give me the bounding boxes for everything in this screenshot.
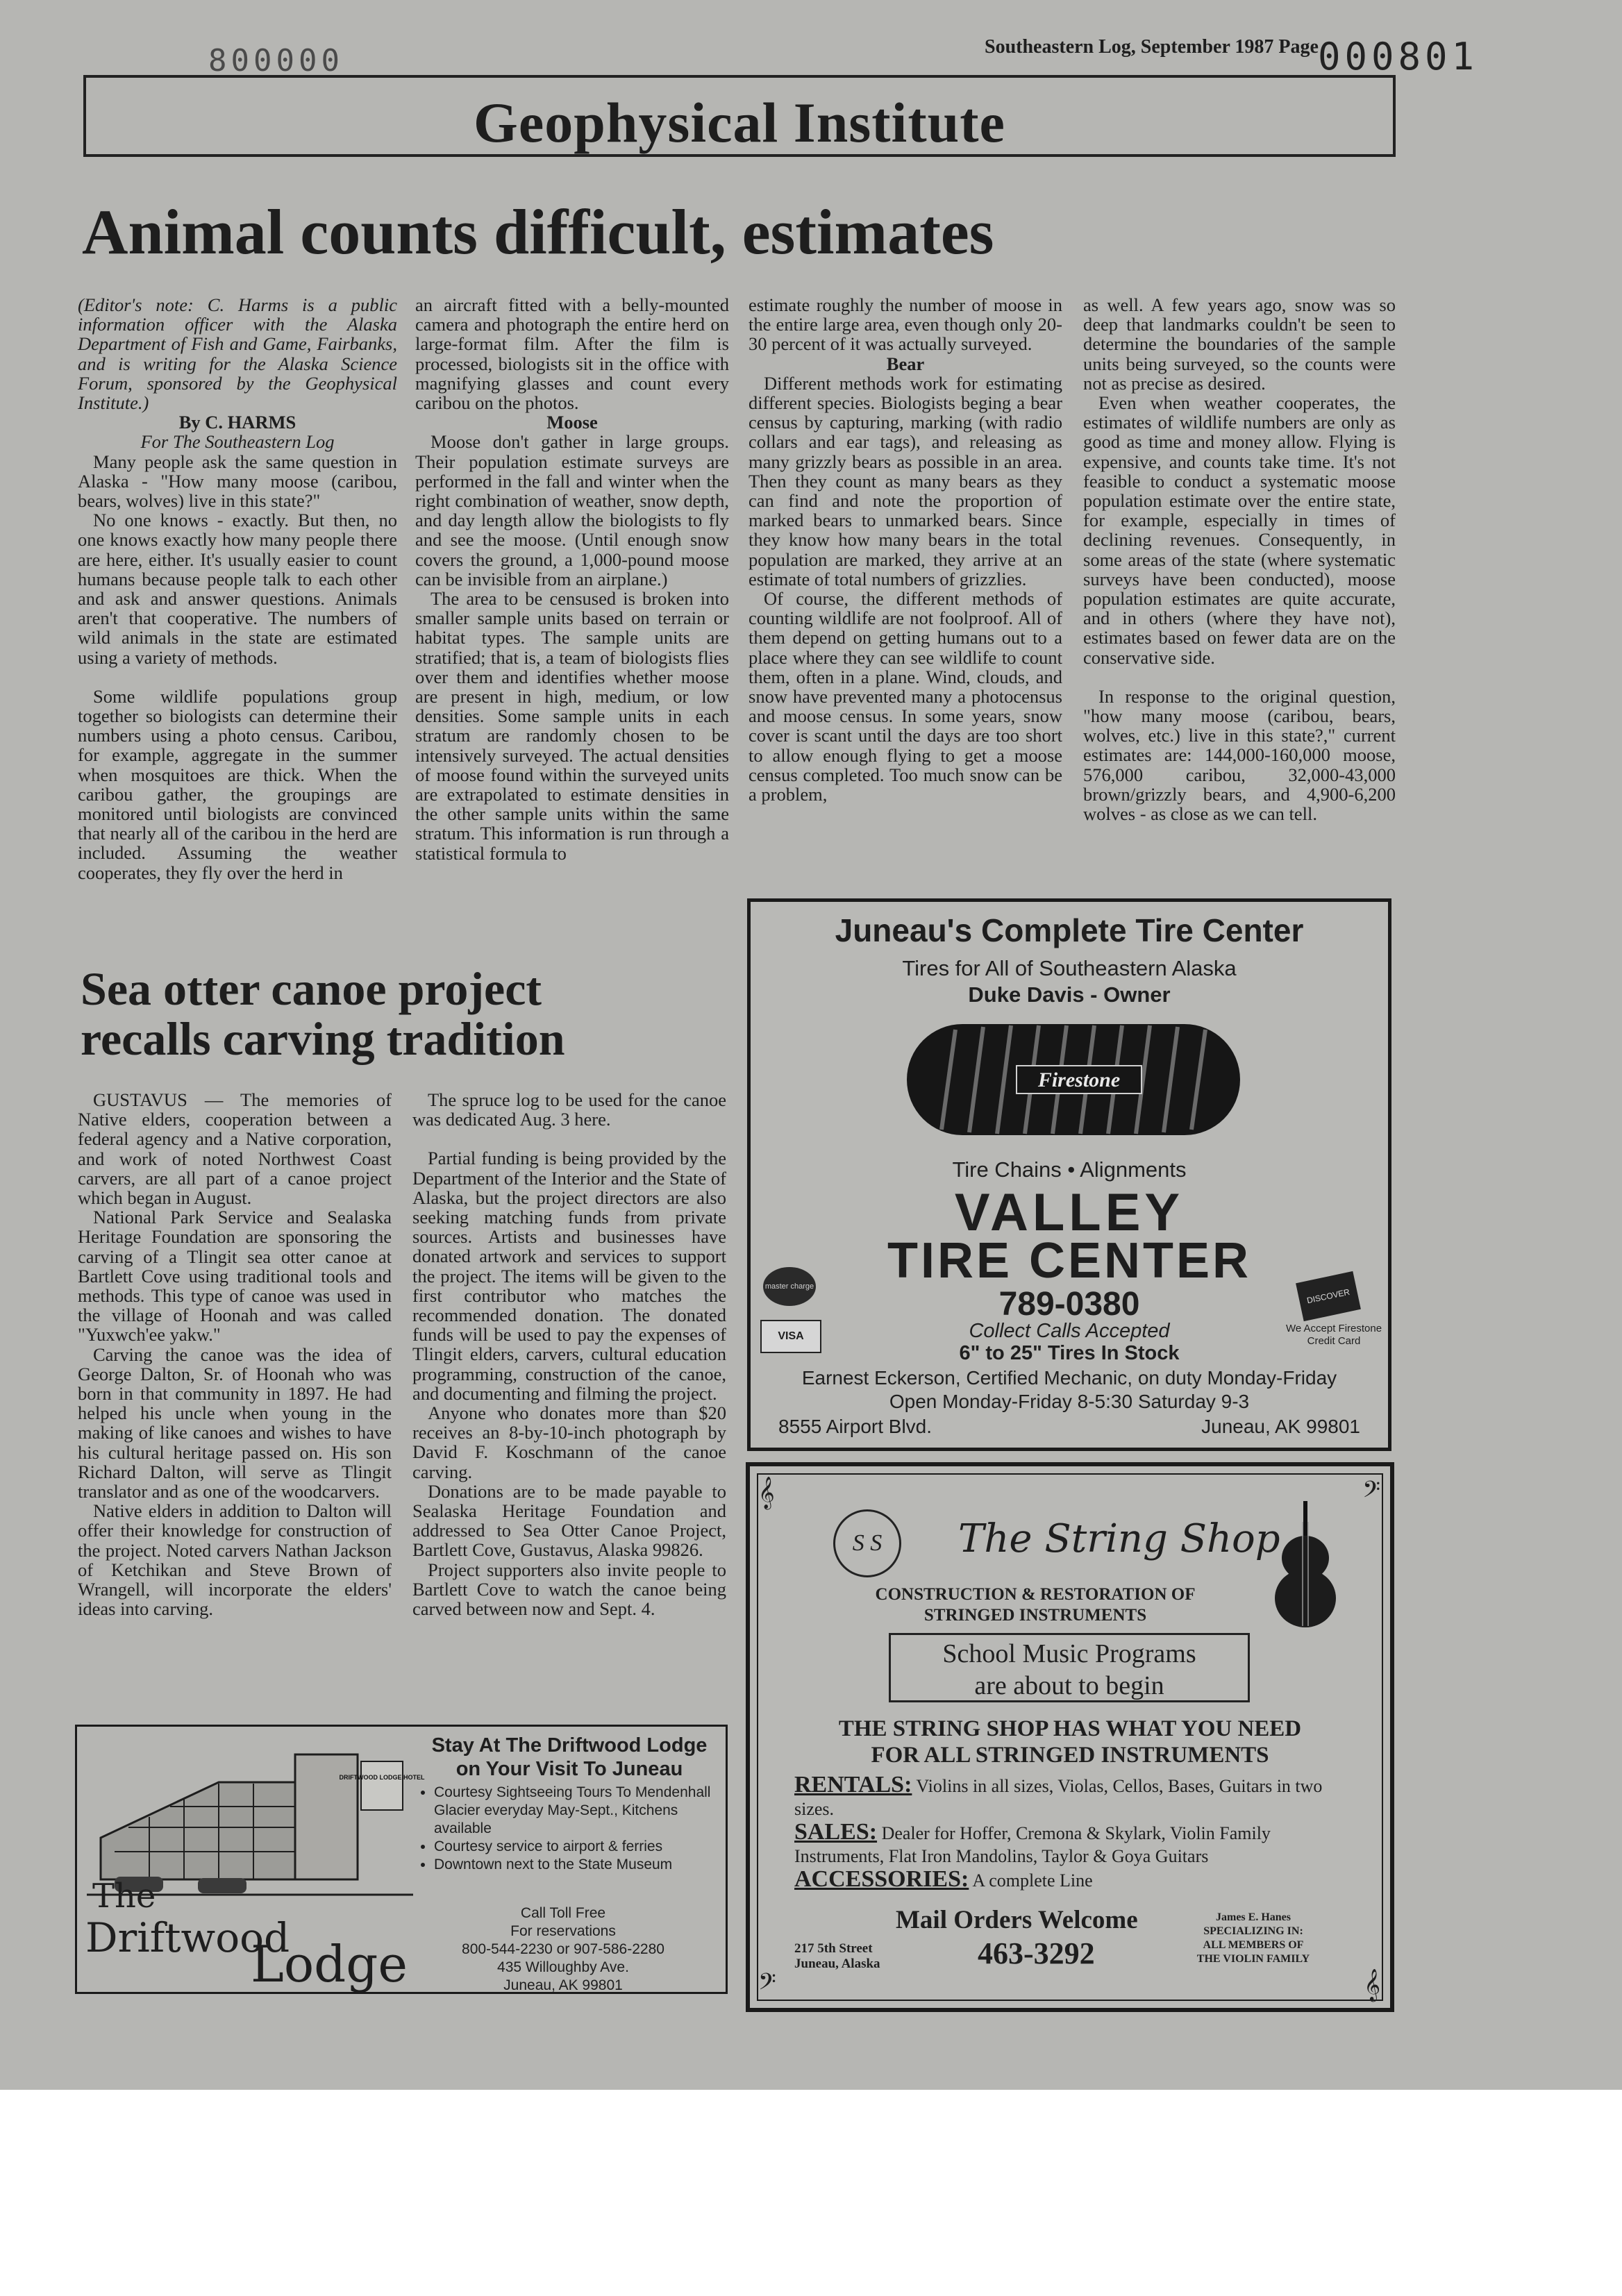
article-headline-2	[81, 964, 565, 1064]
ad-mechanic: Earnest Eckerson, Certified Mechanic, on duty Monday-Friday	[801, 1367, 1337, 1389]
paragraph: The spruce log to be used for the canoe was dedicated Aug. 3 here.	[412, 1089, 726, 1130]
contact-line: For reservations	[510, 1923, 616, 1939]
archive-stamp-left: 800000	[208, 43, 344, 78]
specialty-line: SPECIALIZING IN:	[1203, 1925, 1303, 1937]
paragraph: Anyone who donates more than $20 receives an 8-by-10-inch photograph by David F. Koschmann of the canoe carving.	[412, 1402, 726, 1482]
title-line: on Your Visit To Juneau	[455, 1758, 683, 1780]
school-programs-box	[889, 1633, 1250, 1702]
shop-phone: 463-3292	[978, 1936, 1095, 1970]
ad-services: Tire Chains • Alignments	[952, 1157, 1187, 1182]
owner-name: James E. Hanes	[1216, 1911, 1291, 1923]
editor-note: (Editor's note: C. Harms is a public information officer with the Alaska Department of Fish and Game, Fairbanks, and is writing for the Alaska Science Forum, sponsored by the Geophysical Institute.)	[78, 294, 397, 414]
bass-clef-icon: 𝄢	[1362, 1477, 1380, 1508]
shop-logo: The String Shop	[958, 1516, 1280, 1561]
ad-stock: 6" to 25" Tires In Stock	[959, 1342, 1180, 1364]
accessories-label: ACCESSORIES:	[794, 1866, 969, 1892]
article2-column-1	[78, 1090, 392, 1618]
paragraph: The area to be censused is broken into smaller sample units based on terrain or habitat types. The sample units are stratified; that is, a team of biologists flies over them and identifies whether moose are present in high, medium, or low densities. Some sample units in each stratum are randomly chosen to be intensively surveyed. The actual densities of moose found within the surveyed units are extrapolated to estimate densities in the other sample units within the same stratum. This information is run through a statistical formula to	[415, 588, 729, 864]
paragraph: Even when weather cooperates, the estimates of wildlife numbers are only as good as time and money allow. Flying is expensive, and counts take time. It's not feasible to conduct a systematic moose population estimate over the entire state, for example, especially in times of declining revenues. Consequently, in some areas of the state (where systematic surveys have been conducted), moose population estimates are quite accurate, and in others (where they have not), estimates based on fewer data are on the conservative side.	[1083, 392, 1396, 668]
paragraph: In response to the original question, "how many moose (caribou, bears, wolves, etc.) live in this state?," current estimates are: 144,000-160,000 moose, 576,000 caribou, 32,000-43,000 brown/grizzly bears, and 4,900-6,200 wolves - as close as we can tell.	[1083, 685, 1396, 825]
mastercard-logo: master charge	[763, 1267, 816, 1306]
paragraph: estimate roughly the number of moose in the entire large area, even though only 20-30 percent of it was actually surveyed.	[749, 294, 1062, 355]
ad-tagline-2: FOR ALL STRINGED INSTRUMENTS	[871, 1743, 1269, 1768]
paragraph: No one knows - exactly. But then, no one knows exactly how many people there are here, either. It's usually easier to count humans because people talk to each other and ask and answer questions. Animals aren't that cooperative. The numbers of wild animals in the state are estimated using a variety of methods.	[78, 510, 397, 668]
paragraph: GUSTAVUS — The memories of Native elders, cooperation between a federal agency and a Native corporation, and work of noted Northwest Coast carvers, are all part of a canoe project which began in August.	[78, 1089, 392, 1209]
ad-accept: We Accept Firestone Credit Card	[1285, 1323, 1382, 1347]
box-line: School Music Programs	[942, 1639, 1196, 1668]
address-line: Juneau, Alaska	[794, 1956, 880, 1971]
headline-line: recalls carving tradition	[81, 1012, 565, 1065]
article-column-3	[749, 295, 1062, 804]
monogram-logo: S S	[833, 1509, 901, 1577]
clef-icon: 𝄞	[1364, 1969, 1380, 2000]
contact-line: 435 Willoughby Ave.	[497, 1959, 629, 1975]
subhead-moose: Moose	[546, 412, 598, 433]
contact-line: 800-544-2230 or 907-586-2280	[462, 1941, 664, 1957]
ad-line: Tires for All of Southeastern Alaska	[902, 956, 1237, 980]
contact-line: Juneau, AK 99801	[503, 1977, 623, 1993]
ad-phone: 789-0380	[998, 1286, 1140, 1323]
paragraph: National Park Service and Sealaska Heritage Foundation are sponsoring the carving of a Tlingit sea otter canoe at Bartlett Cove using traditional tools and methods. This type of canoe was used in the village of Hoonah and was called "Yuxwch'ee yakw."	[78, 1207, 392, 1346]
contact-line: Call Toll Free	[520, 1905, 606, 1921]
lodge-title	[420, 1734, 719, 1781]
paragraph: Some wildlife populations group together so biologists can determine their numbers using a photo census. Caribou, for example, aggregate in the summer when mosquitoes are thick. When the caribou gather, the groupings are monitored until biologists are convinced that nearly all of the caribou in the herd are included. Assuming the weather cooperates, they fly over the herd in	[78, 685, 397, 883]
section-banner	[83, 75, 1396, 157]
feature-item: • Downtown next to the State Museum	[434, 1856, 733, 1874]
lodge-features	[420, 1784, 733, 1874]
discover-logo: DISCOVER	[1296, 1271, 1361, 1321]
lodge-sign: DRIFTWOOD LODGE HOTEL	[339, 1774, 425, 1781]
paragraph: Native elders in addition to Dalton will offer their knowledge for construction of the project. Noted carvers Nathan Jackson of Ketchikan and Steve Brown of Wrangell, will incorporate the elders' ideas into carving.	[78, 1500, 392, 1620]
brand-label: Firestone	[1037, 1069, 1121, 1091]
driftwood-lodge-ad	[75, 1725, 728, 1994]
ad-collect: Collect Calls Accepted	[969, 1320, 1170, 1342]
article-column-1	[78, 295, 397, 882]
article-headline: Animal counts difficult, estimates	[82, 196, 994, 267]
lodge-contact	[452, 1904, 674, 1995]
box-line: are about to begin	[974, 1671, 1164, 1700]
lodge-logo-lodge: Lodge	[251, 1935, 408, 1993]
paragraph: Partial funding is being provided by the Department of the Interior and the State of Alaska, but the project directors are also seeking matching funds from private sources. Artists and businesses have donated artwork and services to support the project. The items will be given to the first contributor who matches the recommended donation. The donated funds will be used to pay the expenses of Tlingit elders, carvers, cultural education programming, construction of the canoe, and documenting and filming the project.	[412, 1148, 726, 1404]
article-column-4	[1083, 295, 1396, 823]
violin-icon	[1264, 1494, 1347, 1640]
paragraph: Project supporters also invite people to Bartlett Cove to watch the canoe being carved between now and Sept. 4.	[412, 1559, 726, 1620]
paragraph: Donations are to be made payable to Sealaska Heritage Foundation and addressed to Sea Otter Canoe Project, Bartlett Cove, Gustavus, Alaska 99826.	[412, 1480, 726, 1561]
paragraph: Moose don't gather in large groups. Their population estimate surveys are performed in the fall and winter when the right combination of weather, snow depth, and day length allow the biologists to fly and see the moose. (Until enough snow covers the ground, a 1,000-pound moose can be invisible from an airplane.)	[415, 431, 729, 589]
visa-logo: VISA	[760, 1320, 821, 1353]
ad-owner: Duke Davis - Owner	[968, 982, 1171, 1007]
ad-city: Juneau, AK 99801	[1201, 1416, 1360, 1437]
subhead-bear: Bear	[886, 353, 925, 374]
paragraph: Many people ask the same question in Alaska - "How many moose (caribou, bears, wolves) live in this state?"	[78, 451, 397, 512]
sales-label: SALES:	[794, 1819, 878, 1845]
lodge-logo-driftwood: Driftwood	[85, 1914, 290, 1961]
feature-item: • Courtesy Sightseeing Tours To Mendenhall Glacier everyday May-Sept., Kitchens available	[434, 1784, 733, 1838]
paragraph: Carving the canoe was the idea of George Dalton, Sr. of Hoonah who was born in that community in 1897. He had helped his uncle when young in the making of like canoes and wishes to have his cultural heritage passed on. His son Richard Dalton, will serve as Tlingit translator and as one of the woodcarvers.	[78, 1343, 392, 1502]
byline-affiliation: For The Southeastern Log	[140, 431, 335, 453]
ad-address: 8555 Airport Blvd.	[778, 1416, 933, 1437]
archive-stamp-right: 000801	[1318, 35, 1479, 78]
headline-line: Sea otter canoe project	[81, 962, 542, 1015]
folio-line: Southeastern Log, September 1987 Page	[985, 36, 1319, 58]
sales-text: Dealer for Hoffer, Cremona & Skylark, Violin Family Instruments, Flat Iron Mandolins, Taylor & Goya Guitars	[794, 1823, 1271, 1866]
accessories-text: A complete Line	[969, 1870, 1093, 1891]
clef-icon: 𝄞	[758, 1477, 775, 1508]
tire-center-ad	[747, 898, 1391, 1451]
ad-offerings	[794, 1773, 1350, 1892]
specialty-line: ALL MEMBERS OF	[1203, 1939, 1304, 1951]
paragraph: as well. A few years ago, snow was so deep that landmarks couldn't be seen to determine the boundaries of the sample units being surveyed, so the counts were not as precise as desired.	[1083, 294, 1396, 394]
ad-name-2: TIRE CENTER	[887, 1233, 1252, 1289]
ad-hours: Open Monday-Friday 8-5:30 Saturday 9-3	[889, 1391, 1250, 1412]
article-column-2	[415, 295, 729, 863]
string-shop-ad	[746, 1462, 1394, 2012]
tire-illustration	[893, 1010, 1254, 1149]
paragraph: an aircraft fitted with a belly-mounted camera and photograph the entire herd on large-format film. After the film is processed, biologists sit in the office with magnifying glasses and count every caribou on the photos.	[415, 294, 729, 414]
address-line: 217 5th Street	[794, 1941, 873, 1956]
specialty-line: THE VIOLIN FAMILY	[1196, 1953, 1310, 1965]
bass-clef-icon: 𝄢	[758, 1969, 776, 2000]
specialty-block	[1173, 1911, 1333, 1966]
ad-tagline-1: THE STRING SHOP HAS WHAT YOU NEED	[838, 1716, 1302, 1741]
mail-orders: Mail Orders Welcome	[896, 1906, 1138, 1934]
ad-title: Juneau's Complete Tire Center	[835, 912, 1304, 948]
title-line: Stay At The Driftwood Lodge	[431, 1734, 708, 1757]
section-title: Geophysical Institute	[474, 91, 1005, 154]
ad-name-1: VALLEY	[954, 1183, 1185, 1242]
paragraph: Of course, the different methods of counting wildlife are not foolproof. All of them depend on getting humans out to a place where they can see wildlife to count them, often in a plane. Wind, clouds, and snow have prevented many a photocensus and moose census. In some years, snow cover is scant until the days are too short to allow enough flying to get a moose census completed. Too much snow can be a problem,	[749, 588, 1062, 805]
rentals-label: RENTALS:	[794, 1772, 912, 1798]
article2-column-2	[412, 1090, 726, 1618]
shop-address	[794, 1941, 880, 1972]
ad-subtitle: CONSTRUCTION & RESTORATION OF STRINGED INSTRUMENTS	[875, 1585, 1196, 1625]
lodge-logo-the: The	[92, 1877, 156, 1916]
rentals-text: Violins in all sizes, Violas, Cellos, Bases, Guitars in two sizes.	[794, 1776, 1323, 1819]
byline: By C. HARMS	[178, 412, 296, 433]
feature-item: • Courtesy service to airport & ferries	[434, 1838, 733, 1856]
paragraph: Different methods work for estimating different species. Biologists beging a bear census by capturing, marking (with radio collars and ear tags), and releasing as many grizzly bears as possible in an area. Then they count as many bears as they can find and note the proportion of marked bears to unmarked bears. Since they know how many bears in the total population are marked, they arrive at an estimate of total numbers of grizzlies.	[749, 372, 1062, 589]
